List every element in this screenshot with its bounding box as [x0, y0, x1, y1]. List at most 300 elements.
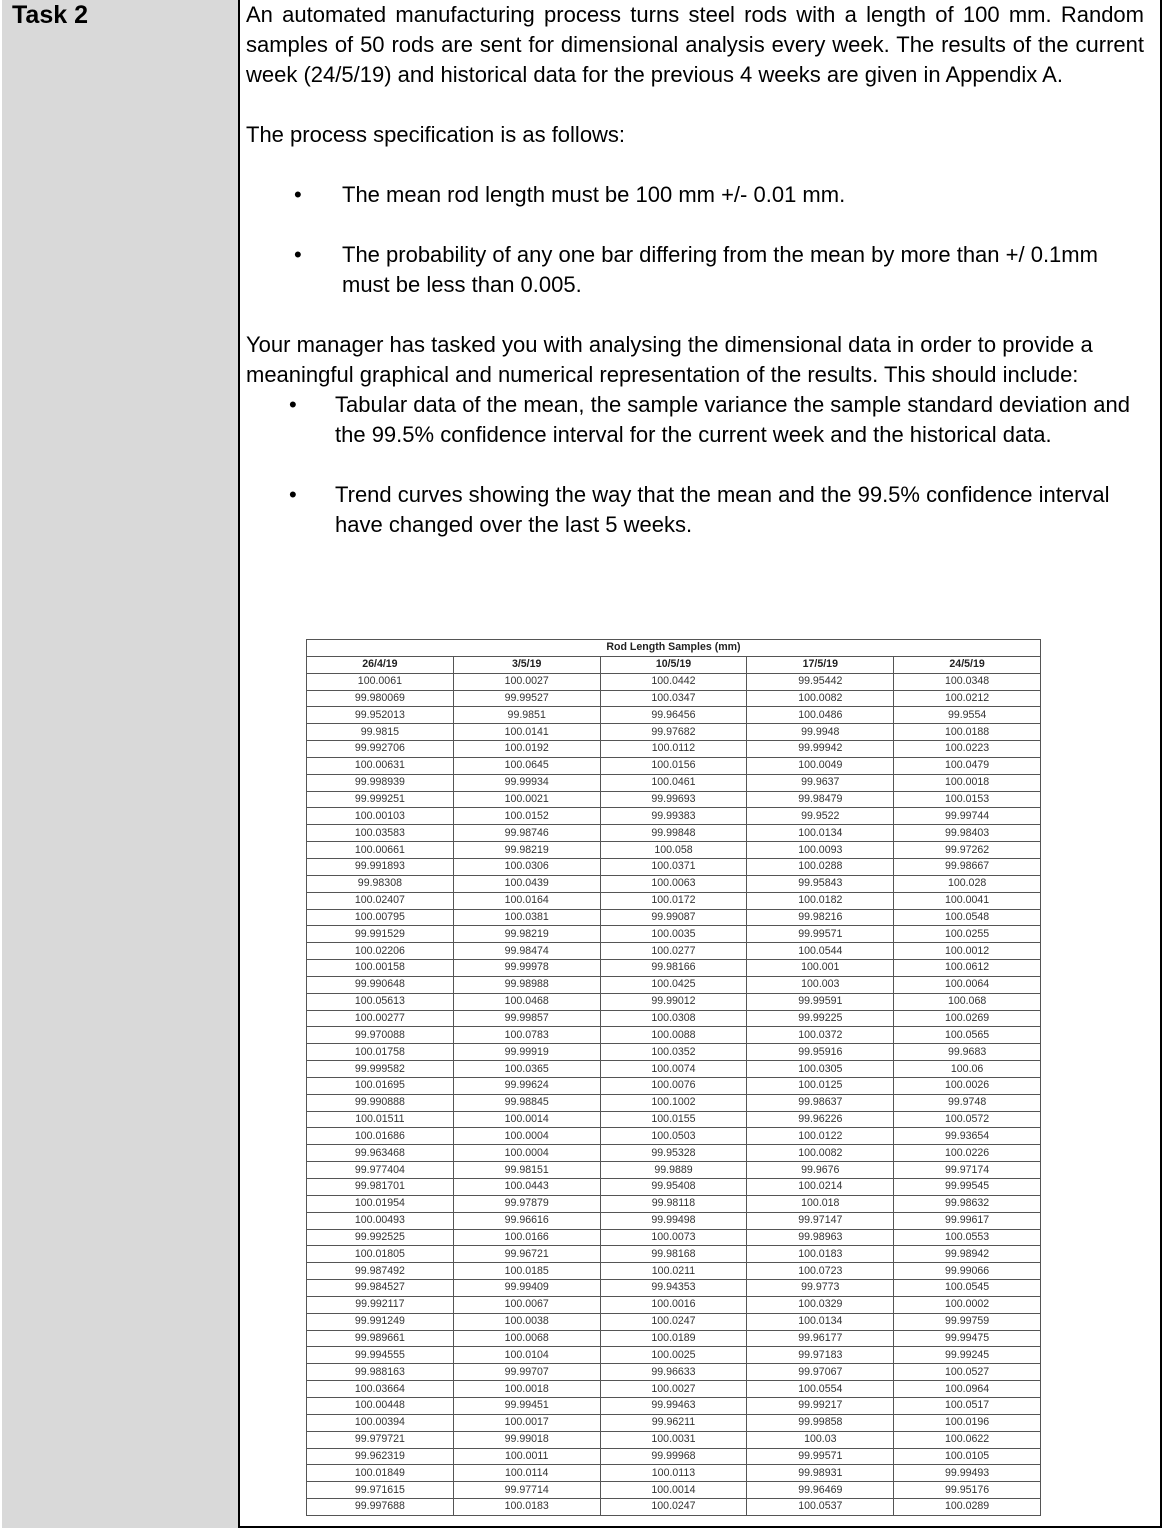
table-cell: 99.9948 [747, 724, 894, 741]
table-cell: 100.0371 [600, 858, 747, 875]
table-cell: 99.9637 [747, 774, 894, 791]
table-cell: 100.0527 [894, 1364, 1041, 1381]
table-row [307, 673, 1041, 690]
table-row [307, 1077, 1041, 1094]
table-cell: 100.0016 [600, 1296, 747, 1313]
table-cell: 100.0554 [747, 1381, 894, 1398]
table-row [307, 1414, 1041, 1431]
table-cell: 99.980069 [307, 690, 454, 707]
table-cell: 99.99571 [747, 926, 894, 943]
table-cell: 99.99968 [600, 1448, 747, 1465]
table-cell: 100.0018 [894, 774, 1041, 791]
table-cell: 100.0288 [747, 858, 894, 875]
table-cell: 99.99545 [894, 1179, 1041, 1196]
table-cell: 100.0061 [307, 673, 454, 690]
table-row [307, 1280, 1041, 1297]
table-row [307, 1128, 1041, 1145]
table-row [307, 1027, 1041, 1044]
table-row [307, 1431, 1041, 1448]
table-cell: 99.95408 [600, 1179, 747, 1196]
table-cell: 100.0185 [453, 1263, 600, 1280]
table-cell: 100.0565 [894, 1027, 1041, 1044]
table-cell: 100.0226 [894, 1145, 1041, 1162]
table-cell: 99.97174 [894, 1162, 1041, 1179]
table-cell: 99.999251 [307, 791, 454, 808]
table-cell: 99.991893 [307, 858, 454, 875]
table-cell: 100.0189 [600, 1330, 747, 1347]
table-cell: 99.95916 [747, 1044, 894, 1061]
table-row [307, 1094, 1041, 1111]
table-cell: 99.99087 [600, 909, 747, 926]
table-cell: 100.0073 [600, 1229, 747, 1246]
table-row [307, 1465, 1041, 1482]
table-cell: 100.0134 [747, 1313, 894, 1330]
table-cell: 100.0308 [600, 1010, 747, 1027]
table-cell: 100.00493 [307, 1212, 454, 1229]
table-cell: 100.0027 [453, 673, 600, 690]
table-cell: 99.98216 [747, 909, 894, 926]
column-header: 26/4/19 [307, 656, 454, 673]
table-cell: 100.0183 [747, 1246, 894, 1263]
table-cell: 99.98168 [600, 1246, 747, 1263]
table-row [307, 943, 1041, 960]
table-cell: 99.991529 [307, 926, 454, 943]
table-cell: 99.99624 [453, 1077, 600, 1094]
table-cell: 99.97714 [453, 1482, 600, 1499]
table-cell: 100.01954 [307, 1195, 454, 1212]
table-row [307, 1381, 1041, 1398]
table-row [307, 909, 1041, 926]
table-cell: 99.97067 [747, 1364, 894, 1381]
table-cell: 99.988163 [307, 1364, 454, 1381]
table-cell: 99.99451 [453, 1397, 600, 1414]
table-cell: 99.99217 [747, 1397, 894, 1414]
bullet-icon: • [294, 182, 302, 207]
table-cell: 100.0082 [747, 1145, 894, 1162]
table-cell: 99.97879 [453, 1195, 600, 1212]
table-cell: 100.0035 [600, 926, 747, 943]
table-cell: 99.99018 [453, 1431, 600, 1448]
table-cell: 99.99591 [747, 993, 894, 1010]
table-cell: 100.0134 [747, 825, 894, 842]
table-cell: 99.99857 [453, 1010, 600, 1027]
table-cell: 100.0012 [894, 943, 1041, 960]
table-cell: 99.98474 [453, 943, 600, 960]
table-cell: 100.06 [894, 1061, 1041, 1078]
table-cell: 99.99493 [894, 1465, 1041, 1482]
table-cell: 99.989661 [307, 1330, 454, 1347]
table-row [307, 976, 1041, 993]
table-cell: 99.95442 [747, 673, 894, 690]
table-cell: 99.96456 [600, 707, 747, 724]
table-cell: 99.99527 [453, 690, 600, 707]
table-cell: 99.998939 [307, 774, 454, 791]
table-cell: 100.0104 [453, 1347, 600, 1364]
table-row [307, 1330, 1041, 1347]
table-cell: 99.99012 [600, 993, 747, 1010]
table-cell: 100.0068 [453, 1330, 600, 1347]
table-row [307, 741, 1041, 758]
table-row [307, 926, 1041, 943]
table-row [307, 842, 1041, 859]
table-cell: 99.97262 [894, 842, 1041, 859]
rod-length-table-container [306, 639, 1041, 1516]
table-cell: 99.98963 [747, 1229, 894, 1246]
table-row [307, 1296, 1041, 1313]
table-cell: 100.0188 [894, 724, 1041, 741]
table-cell: 100.058 [600, 842, 747, 859]
table-cell: 99.994555 [307, 1347, 454, 1364]
table-cell: 100.0381 [453, 909, 600, 926]
table-cell: 100.0074 [600, 1061, 747, 1078]
table-header-row [307, 656, 1041, 673]
task-label: Task 2 [12, 1, 88, 29]
table-cell: 99.970088 [307, 1027, 454, 1044]
table-cell: 99.9522 [747, 808, 894, 825]
requirement-item [246, 390, 1144, 450]
table-cell: 100.018 [747, 1195, 894, 1212]
table-cell: 100.01758 [307, 1044, 454, 1061]
table-cell: 99.9815 [307, 724, 454, 741]
table-cell: 100.0479 [894, 757, 1041, 774]
table-cell: 100.00394 [307, 1414, 454, 1431]
table-cell: 100.0645 [453, 757, 600, 774]
table-cell: 99.98219 [453, 926, 600, 943]
table-cell: 99.98746 [453, 825, 600, 842]
requirement-text: Trend curves showing the way that the mean and the 99.5% confidence interval have changed over the last 5 weeks. [335, 482, 1110, 537]
column-header: 24/5/19 [894, 656, 1041, 673]
table-row [307, 774, 1041, 791]
intro-paragraph: An automated manufacturing process turns steel rods with a length of 100 mm. Random samples of 50 rods are sent for dimensional analysis every week. The results of the current week (24/5/19) and historical data for the previous 4 weeks are given in Appendix A. [246, 2, 1144, 87]
table-cell: 100.0553 [894, 1229, 1041, 1246]
table-cell: 99.96226 [747, 1111, 894, 1128]
table-cell: 99.99707 [453, 1364, 600, 1381]
table-cell: 99.95176 [894, 1482, 1041, 1499]
rod-length-table [306, 639, 1041, 1516]
table-cell: 100.01849 [307, 1465, 454, 1482]
bullet-icon: • [294, 242, 302, 267]
table-cell: 99.97147 [747, 1212, 894, 1229]
table-cell: 99.98632 [894, 1195, 1041, 1212]
table-cell: 99.95843 [747, 875, 894, 892]
table-cell: 100.0014 [453, 1111, 600, 1128]
table-cell: 100.0439 [453, 875, 600, 892]
table-cell: 100.0002 [894, 1296, 1041, 1313]
table-cell: 99.99848 [600, 825, 747, 842]
table-cell: 100.0612 [894, 960, 1041, 977]
table-row [307, 1313, 1041, 1330]
table-cell: 100.00631 [307, 757, 454, 774]
table-cell: 100.0172 [600, 892, 747, 909]
table-cell: 100.03583 [307, 825, 454, 842]
table-cell: 100.0723 [747, 1263, 894, 1280]
table-cell: 99.98166 [600, 960, 747, 977]
table-cell: 100.00103 [307, 808, 454, 825]
table-cell: 99.99858 [747, 1414, 894, 1431]
table-row [307, 1246, 1041, 1263]
table-cell: 100.0155 [600, 1111, 747, 1128]
table-cell: 100.0305 [747, 1061, 894, 1078]
table-cell: 100.0277 [600, 943, 747, 960]
table-cell: 99.9676 [747, 1162, 894, 1179]
table-cell: 99.992117 [307, 1296, 454, 1313]
table-cell: 99.93654 [894, 1128, 1041, 1145]
table-cell: 99.99463 [600, 1397, 747, 1414]
table-cell: 100.01511 [307, 1111, 454, 1128]
column-header: 3/5/19 [453, 656, 600, 673]
table-row [307, 1364, 1041, 1381]
table-cell: 100.0018 [453, 1381, 600, 1398]
table-cell: 99.99571 [747, 1448, 894, 1465]
table-cell: 100.0537 [747, 1499, 894, 1516]
table-cell: 99.987492 [307, 1263, 454, 1280]
table-cell: 100.0223 [894, 741, 1041, 758]
table-row [307, 1010, 1041, 1027]
table-cell: 100.02206 [307, 943, 454, 960]
table-cell: 100.0289 [894, 1499, 1041, 1516]
table-cell: 100.0125 [747, 1077, 894, 1094]
table-cell: 99.97682 [600, 724, 747, 741]
table-cell: 99.99066 [894, 1263, 1041, 1280]
table-cell: 99.98403 [894, 825, 1041, 842]
table-cell: 100.03664 [307, 1381, 454, 1398]
table-row [307, 1347, 1041, 1364]
table-cell: 99.96469 [747, 1482, 894, 1499]
table-cell: 100.0348 [894, 673, 1041, 690]
table-cell: 100.0027 [600, 1381, 747, 1398]
table-row [307, 1044, 1041, 1061]
table-row [307, 1448, 1041, 1465]
table-row [307, 1212, 1041, 1229]
table-row [307, 1061, 1041, 1078]
table-cell: 99.99475 [894, 1330, 1041, 1347]
table-cell: 100.0064 [894, 976, 1041, 993]
table-cell: 99.99617 [894, 1212, 1041, 1229]
table-cell: 100.0461 [600, 774, 747, 791]
table-cell: 100.0544 [747, 943, 894, 960]
table-cell: 99.96721 [453, 1246, 600, 1263]
table-cell: 100.0063 [600, 875, 747, 892]
table-cell: 100.0152 [453, 808, 600, 825]
table-cell: 100.0329 [747, 1296, 894, 1313]
table-cell: 100.003 [747, 976, 894, 993]
table-cell: 99.99744 [894, 808, 1041, 825]
table-cell: 100.0517 [894, 1397, 1041, 1414]
table-cell: 100.0622 [894, 1431, 1041, 1448]
table-cell: 99.99409 [453, 1280, 600, 1297]
table-cell: 100.068 [894, 993, 1041, 1010]
table-cell: 99.9554 [894, 707, 1041, 724]
table-cell: 99.98479 [747, 791, 894, 808]
spec-item-text: The mean rod length must be 100 mm +/- 0.01 mm. [342, 182, 846, 207]
table-cell: 99.990648 [307, 976, 454, 993]
table-cell: 100.00795 [307, 909, 454, 926]
table-row [307, 1195, 1041, 1212]
table-cell: 100.0153 [894, 791, 1041, 808]
table-cell: 100.0021 [453, 791, 600, 808]
table-cell: 100.0041 [894, 892, 1041, 909]
table-cell: 100.05613 [307, 993, 454, 1010]
table-cell: 100.0026 [894, 1077, 1041, 1094]
table-cell: 100.0112 [600, 741, 747, 758]
table-cell: 99.97183 [747, 1347, 894, 1364]
table-cell: 100.00158 [307, 960, 454, 977]
table-cell: 100.0214 [747, 1179, 894, 1196]
table-cell: 100.0011 [453, 1448, 600, 1465]
bullet-icon: • [289, 392, 297, 417]
table-cell: 99.98988 [453, 976, 600, 993]
table-cell: 99.9748 [894, 1094, 1041, 1111]
table-cell: 100.0548 [894, 909, 1041, 926]
table-cell: 100.0425 [600, 976, 747, 993]
table-cell: 99.96633 [600, 1364, 747, 1381]
table-cell: 99.9889 [600, 1162, 747, 1179]
table-cell: 100.0443 [453, 1179, 600, 1196]
table-cell: 99.99978 [453, 960, 600, 977]
table-cell: 99.98931 [747, 1465, 894, 1482]
column-header: 10/5/19 [600, 656, 747, 673]
table-cell: 99.99225 [747, 1010, 894, 1027]
table-cell: 99.96211 [600, 1414, 747, 1431]
table-cell: 99.99942 [747, 741, 894, 758]
bullet-icon: • [289, 482, 297, 507]
table-cell: 99.98219 [453, 842, 600, 859]
table-cell: 100.0468 [453, 993, 600, 1010]
table-cell: 100.0141 [453, 724, 600, 741]
manager-paragraph: Your manager has tasked you with analysing the dimensional data in order to provide a meaningful graphical and numerical representation of the results. This should include: [246, 332, 1093, 387]
spec-heading: The process specification is as follows: [246, 122, 626, 147]
table-cell: 99.990888 [307, 1094, 454, 1111]
table-cell: 100.0247 [600, 1313, 747, 1330]
table-cell: 100.0306 [453, 858, 600, 875]
table-cell: 99.952013 [307, 707, 454, 724]
table-cell: 100.0503 [600, 1128, 747, 1145]
table-cell: 100.0182 [747, 892, 894, 909]
table-cell: 100.01686 [307, 1128, 454, 1145]
table-cell: 99.984527 [307, 1280, 454, 1297]
table-cell: 100.01805 [307, 1246, 454, 1263]
table-row [307, 791, 1041, 808]
table-cell: 100.0049 [747, 757, 894, 774]
table-cell: 99.99498 [600, 1212, 747, 1229]
table-cell: 100.0192 [453, 741, 600, 758]
table-row [307, 993, 1041, 1010]
table-cell: 99.977404 [307, 1162, 454, 1179]
table-row [307, 825, 1041, 842]
table-cell: 100.0183 [453, 1499, 600, 1516]
table-title: Rod Length Samples (mm) [307, 640, 1041, 657]
table-cell: 99.963468 [307, 1145, 454, 1162]
table-cell: 100.0025 [600, 1347, 747, 1364]
table-cell: 100.0017 [453, 1414, 600, 1431]
table-cell: 99.9851 [453, 707, 600, 724]
table-row [307, 808, 1041, 825]
table-cell: 99.997688 [307, 1499, 454, 1516]
spec-item [246, 180, 1144, 210]
task-label-column [2, 0, 240, 1528]
table-cell: 100.0014 [600, 1482, 747, 1499]
table-cell: 100.0211 [600, 1263, 747, 1280]
table-cell: 99.99919 [453, 1044, 600, 1061]
table-cell: 99.98151 [453, 1162, 600, 1179]
table-cell: 100.0004 [453, 1145, 600, 1162]
table-row [307, 707, 1041, 724]
table-cell: 100.0031 [600, 1431, 747, 1448]
table-cell: 100.00661 [307, 842, 454, 859]
table-cell: 99.94353 [600, 1280, 747, 1297]
requirement-text: Tabular data of the mean, the sample variance the sample standard deviation and the 99.5% confidence interval for the current week and the historical data. [335, 392, 1130, 447]
table-cell: 99.99934 [453, 774, 600, 791]
table-cell: 100.0114 [453, 1465, 600, 1482]
table-cell: 100.0076 [600, 1077, 747, 1094]
table-cell: 100.0067 [453, 1296, 600, 1313]
table-cell: 99.99245 [894, 1347, 1041, 1364]
table-cell: 100.0255 [894, 926, 1041, 943]
table-cell: 100.03 [747, 1431, 894, 1448]
table-cell: 99.971615 [307, 1482, 454, 1499]
table-cell: 99.98637 [747, 1094, 894, 1111]
table-cell: 100.0365 [453, 1061, 600, 1078]
table-cell: 99.96616 [453, 1212, 600, 1229]
table-row [307, 757, 1041, 774]
table-cell: 100.0088 [600, 1027, 747, 1044]
table-cell: 99.979721 [307, 1431, 454, 1448]
table-cell: 99.98667 [894, 858, 1041, 875]
table-cell: 99.991249 [307, 1313, 454, 1330]
table-cell: 100.0247 [600, 1499, 747, 1516]
table-cell: 99.9773 [747, 1280, 894, 1297]
table-cell: 100.0196 [894, 1414, 1041, 1431]
table-cell: 100.0105 [894, 1448, 1041, 1465]
table-cell: 100.0212 [894, 690, 1041, 707]
table-cell: 100.0156 [600, 757, 747, 774]
spec-item [246, 240, 1144, 300]
table-cell: 100.0038 [453, 1313, 600, 1330]
table-cell: 99.992706 [307, 741, 454, 758]
table-cell: 99.999582 [307, 1061, 454, 1078]
table-cell: 100.028 [894, 875, 1041, 892]
table-row [307, 892, 1041, 909]
table-cell: 100.01695 [307, 1077, 454, 1094]
table-cell: 100.0166 [453, 1229, 600, 1246]
table-cell: 99.98942 [894, 1246, 1041, 1263]
table-cell: 100.0545 [894, 1280, 1041, 1297]
table-row [307, 724, 1041, 741]
table-cell: 100.0372 [747, 1027, 894, 1044]
table-cell: 100.0783 [453, 1027, 600, 1044]
table-row [307, 1111, 1041, 1128]
table-cell: 99.9683 [894, 1044, 1041, 1061]
table-cell: 100.0113 [600, 1465, 747, 1482]
table-row [307, 1179, 1041, 1196]
table-cell: 100.00448 [307, 1397, 454, 1414]
table-cell: 100.001 [747, 960, 894, 977]
task-content [246, 0, 1144, 540]
table-cell: 99.99693 [600, 791, 747, 808]
table-row [307, 858, 1041, 875]
table-row [307, 1499, 1041, 1516]
table-cell: 99.96177 [747, 1330, 894, 1347]
table-cell: 99.98308 [307, 875, 454, 892]
table-cell: 99.95328 [600, 1145, 747, 1162]
table-cell: 100.0164 [453, 892, 600, 909]
table-row [307, 960, 1041, 977]
table-row [307, 1229, 1041, 1246]
table-cell: 99.981701 [307, 1179, 454, 1196]
table-body [307, 673, 1041, 1515]
table-cell: 100.00277 [307, 1010, 454, 1027]
table-cell: 100.0442 [600, 673, 747, 690]
